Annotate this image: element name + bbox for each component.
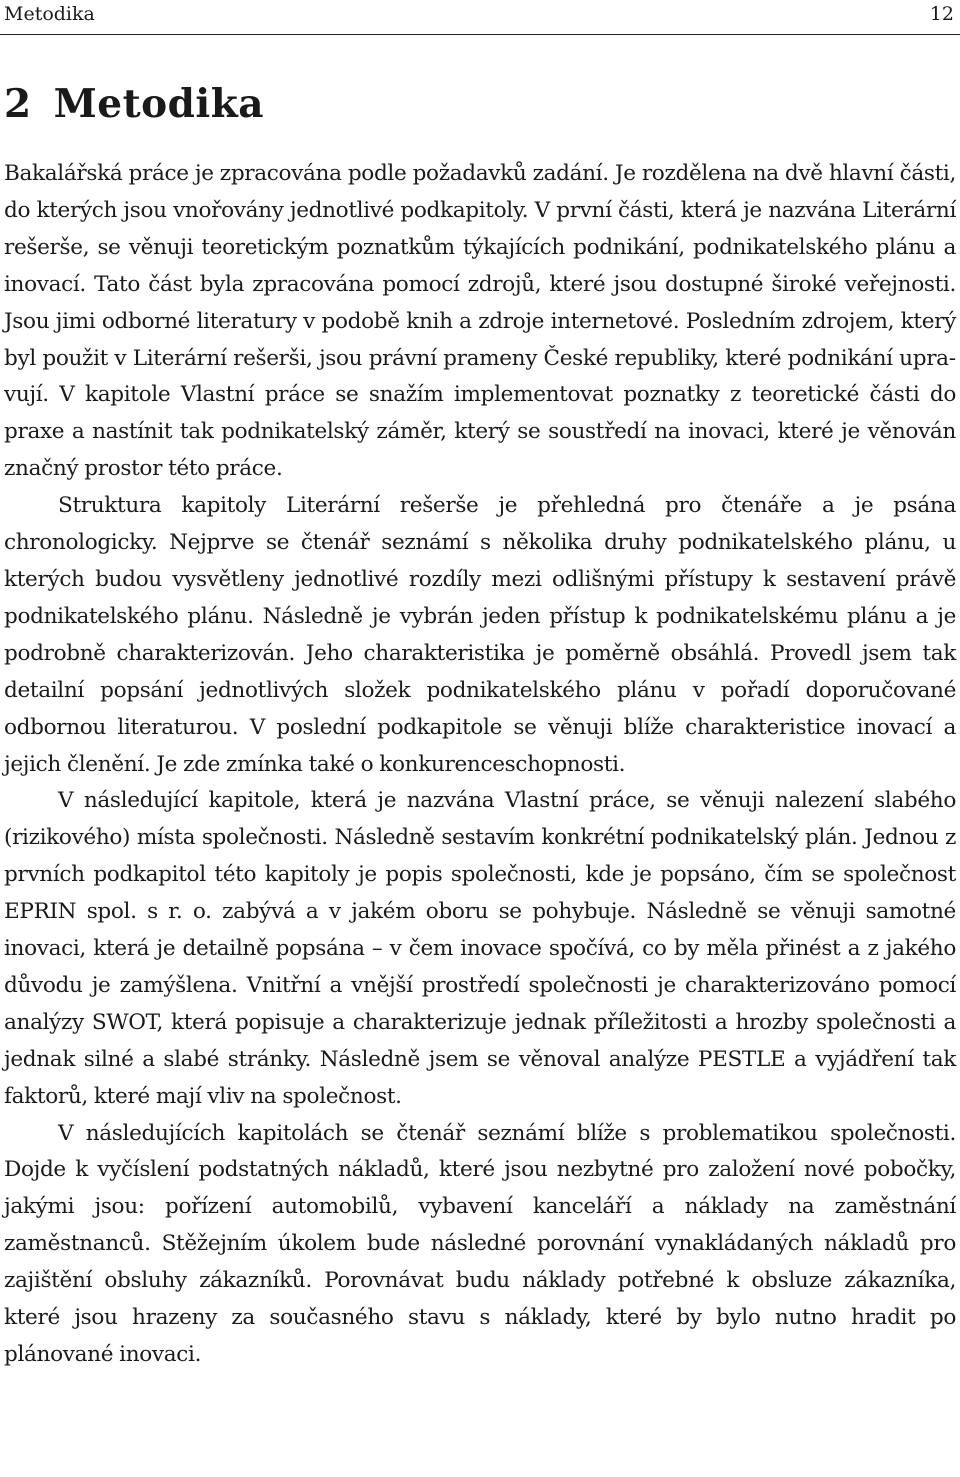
header-chapter-title: Metodika [4, 3, 95, 25]
chapter-heading [4, 78, 264, 130]
paragraph: Bakalářská práce je zpracována podle požadavků zadání. Je rozdělena na dvě hlavní části, do kterých jsou vnořovány jednotlivé podkapitoly. V první části, která je nazvána Literární rešerše, se věnuji teoretickým poznatkům týkajících podnikání, podnikatelského plánu a inovací. Tato část byla zpracována pomocí zdrojů, které jsou dostupné široké veřejnosti. Jsou jimi odborné literatury v podobě knih a zdroje internetové. Posledním zdrojem, který byl použit v Literární rešerši, jsou právní prameny České republiky, které podnikání upravují. V kapitole Vlastní práce se snažím implementovat poznatky z teoretické části do praxe a nastínit tak podnikatelský záměr, který se soustředí na inovaci, které je věnován značný prostor této práce. [4, 161, 956, 482]
running-header [0, 0, 960, 35]
chapter-body [4, 156, 956, 1374]
paragraph: V následujících kapitolách se čtenář seznámí blíže s problematikou společnosti. Dojde k vyčíslení podstatných nákladů, které jsou nezbytné pro založení nové pobočky, jakými jsou: pořízení automobilů, vybavení kanceláří a náklady na zaměstnání zaměstnanců. Stěžejním úkolem bude následné porovnání vynakládaných nákladů pro zajištění obsluhy zákazníků. Porovnávat budu náklady potřebné k obsluze zákazníka, které jsou hrazeny za současného stavu s náklady, které by bylo nutno hradit po plánované inovaci. [4, 1120, 956, 1367]
chapter-number: 2 [4, 81, 32, 127]
page-number: 12 [929, 3, 954, 25]
paragraph: V následující kapitole, která je nazvána Vlastní práce, se věnuji nalezení slabého (rizikového) místa společnosti. Následně sestavím konkrétní podnikatelský plán. Jednou z prvních podkapitol této kapitoly je popis společnosti, kde je popsáno, čím se společnost EPRIN spol. s r. o. zabývá a v jakém oboru se pohybuje. Následně se věnuji samotné inovaci, která je detailně popsána – v čem inovace spočívá, co by měla přinést a z jakého důvodu je zamýšlena. Vnitřní a vnější prostředí společnosti je charakterizováno pomocí analýzy SWOT, která popisuje a charakterizuje jednak příležitosti a hrozby společnosti a jednak silné a slabé stránky. Následně jsem se věnoval analýze PESTLE a vyjádření tak faktorů, které mají vliv na společnost. [4, 788, 956, 1109]
paragraph: Struktura kapitoly Literární rešerše je přehledná pro čtenáře a je psána chronologicky. Nejprve se čtenář seznámí s několika druhy podnikatelského plánu, u kterých budou vysvětleny jednotlivé rozdíly mezi odlišnými přístupy k sestavení právě podnikatelského plánu. Následně je vybrán jeden přístup k podnikatelskému plánu a je podrobně charakterizován. Jeho charakteristika je poměrně obsáhlá. Provedl jsem tak detailní popsání jednotlivých složek podnikatelského plánu v pořadí doporučované odbornou literaturou. V poslední podkapitole se věnuji blíže charakteristice inovací a jejich členění. Je zde zmínka také o konkurenceschopnosti. [4, 493, 956, 777]
chapter-title: Metodika [53, 81, 265, 127]
